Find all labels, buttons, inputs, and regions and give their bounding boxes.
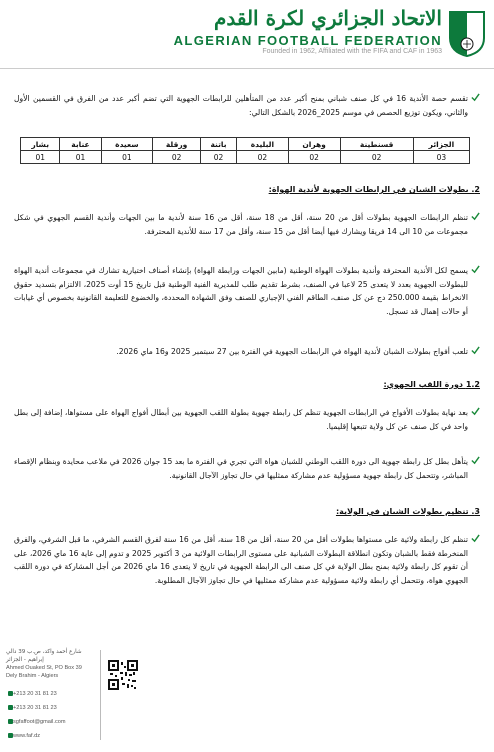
- quota-header-row: [21, 138, 470, 151]
- intro-text: تقسم حصة الأندية 16 في كل صنف شباني بمنح أكبر عدد من المتأهلين للرابطات الجهوية التي تضم أكبر عدد من الفرق في القسمين الأول والثاني، ويكون توزيع الحصص في موسم 2025_2026 بالشكل التالي:: [14, 94, 468, 117]
- count-cell: 01: [101, 151, 153, 164]
- section-2-paragraph-2: [14, 264, 480, 318]
- region-cell: وهران: [288, 138, 340, 151]
- region-cell: ورقلة: [153, 138, 201, 151]
- footer-phone-1: [6, 690, 96, 698]
- footer-address-en-1: Ahmed Ouaked St, PO Box 39: [6, 665, 82, 671]
- checkmark-icon: [471, 212, 480, 221]
- checkmark-icon: [471, 456, 480, 465]
- region-cell: الجزائر: [413, 138, 469, 151]
- checkmark-icon: [471, 346, 480, 355]
- section-2-1-paragraph-1: [14, 406, 480, 433]
- quota-count-row: [21, 151, 470, 164]
- section-2-1-heading: 1.2 دورة اللقب الجهوي:: [383, 380, 480, 389]
- count-cell: 02: [153, 151, 201, 164]
- section-2-1-paragraph-2: [14, 455, 480, 482]
- paragraph-text: تنظم كل رابطة ولائية على مستواها بطولات أقل من 20 سنة، أقل من 18 سنة، أقل من 16 سنة لفرق القسم الشرفي، ما قبل الشرفي، والفرق المنخرطة فقط بالشبان وتكون انطلاقة البطولات الشبانية على مستوى الرابطات الولائية من 3 أكتوبر 2025 و تدوم إلى غاية 16 ماي 2026، على أن تقوم كل رابطة ولائية بمنح بطل الولاية في كل صنف الى الرابطة الجهوية في تاريخ لا يتعدى 16 ماي 2026 من أجل المشاركة في دورة اللقب الجهوي هواة، وتتحمل أي رابطة ولائية مسؤولية عدم مشاركة ممثليها في حال تجاوز الآجال المطلوبة.: [14, 535, 469, 585]
- region-cell: بشار: [21, 138, 60, 151]
- checkmark-icon: [471, 265, 480, 274]
- paragraph-text: بعد نهاية بطولات الأفواج في الرابطات الجهوية تنظم كل رابطة جهوية بطولة اللقب الجهوية بين أبطال أفواج الهواة على مستواها، إضافة إلى بطل واحد في كل صنف عن كل ولاية تتبعها إقليميا.: [14, 408, 468, 431]
- letterhead: [0, 0, 494, 70]
- intro-paragraph: [14, 92, 480, 119]
- footer-divider: [100, 650, 101, 740]
- checkmark-icon: [471, 407, 480, 416]
- header-divider: [0, 68, 494, 69]
- count-cell: 02: [340, 151, 413, 164]
- phone-1-text: +213 20 31 81 23: [13, 691, 57, 697]
- region-cell: قسنطينة: [340, 138, 413, 151]
- checkmark-icon: [471, 93, 480, 102]
- region-cell: البليدة: [237, 138, 289, 151]
- website-text[interactable]: www.faf.dz: [13, 733, 41, 739]
- count-cell: 01: [60, 151, 101, 164]
- footer-address-en-2: Dely Brahim - Algiers: [6, 673, 59, 679]
- federation-name-arabic: الاتحاد الجزائري لكرة القدم: [213, 6, 442, 30]
- section-2-heading: 2. بطولات الشبان في الرابطات الجهوية لأندية الهواة:: [268, 185, 480, 194]
- count-cell: 01: [21, 151, 60, 164]
- faf-logo: [446, 8, 488, 58]
- paragraph-text: يتأهل بطل كل رابطة جهوية الى دورة اللقب الوطني للشبان هواة التي تجري في الفترة ما بعد 15 جوان 2026 في ملاعب محايدة وبنظام الإقصاء المباشر، وتتحمل كل رابطة جهوية مسؤولية عدم مشاركة ممثليها في حال تجاوز الآجال القانونية.: [14, 457, 468, 480]
- count-cell: 02: [288, 151, 340, 164]
- footer-email[interactable]: [6, 718, 96, 726]
- region-cell: عنابة: [60, 138, 101, 151]
- paragraph-text: يسمح لكل الأندية المحترفة وأندية بطولات الهواة الوطنية (مابين الجهات ورابطة الهواة) بإنشاء أصناف اختيارية تشارك في مجموعات أندية الهواة للبطولات الجهوية بعدد لا يتعدى 25 لاعبا في الصنف، بشرط تقديم طلب للمديرية الفنية الوطنية قبل تاريخ 15 أوت 2025، الالتزام بتسديد حقوق الانخراط بقيمة 250.000 دج عن كل صنف، الطاقم الفني الإجباري للصنف وفق الشهادة المحددة، والخضوع للتعليمة القانونية بخصوص أي غيابات أو حالات إهمال قد تسجل.: [14, 266, 468, 316]
- federation-name-english: ALGERIAN FOOTBALL FEDERATION: [173, 33, 442, 48]
- footer-website[interactable]: [6, 732, 96, 740]
- section-2-paragraph-1: [14, 211, 480, 238]
- paragraph-text: تلعب أفواج بطولات الشبان لأندية الهواة في الرابطات الجهوية في الفترة بين 27 سبتمبر 2025 و16 ماي 2026.: [116, 347, 468, 356]
- email-text[interactable]: sgfaffoot@gmail.com: [13, 719, 66, 725]
- region-cell: باتنة: [200, 138, 236, 151]
- phone-2-text: +213 20 31 81 23: [13, 705, 57, 711]
- footer-phone-2: [6, 704, 96, 712]
- count-cell: 02: [200, 151, 236, 164]
- region-cell: سعيدة: [101, 138, 153, 151]
- quota-table: [20, 137, 470, 164]
- section-3-paragraph-1: [14, 533, 480, 587]
- checkmark-icon: [471, 534, 480, 543]
- footer-spacer: [6, 680, 96, 690]
- footer-address-arabic: شارع أحمد واكد، ص.ب 39 دالي إبراهيم - الجزائر: [6, 649, 82, 663]
- paragraph-text: تنظم الرابطات الجهوية بطولات أقل من 20 سنة، أقل من 18 سنة، أقل من 16 سنة لأندية ما بين الجهات وأندية القسم الجهوي في شكل مجموعات من 10 الى 14 فريقا ويشارك فيها أيضا أقل من 15 سنة، وأقل من 17 سنة للأندية المحترفة.: [14, 213, 469, 236]
- federation-founded-line: Founded in 1962, Affiliated with the FIFA and CAF in 1963: [262, 48, 442, 55]
- footer-contact: [6, 648, 96, 740]
- qr-code-icon: [108, 660, 138, 690]
- section-3-heading: 3. تنظيم بطولات الشبان في الولاية:: [335, 507, 480, 516]
- count-cell: 03: [413, 151, 469, 164]
- section-2-paragraph-3: [14, 345, 480, 359]
- count-cell: 02: [237, 151, 289, 164]
